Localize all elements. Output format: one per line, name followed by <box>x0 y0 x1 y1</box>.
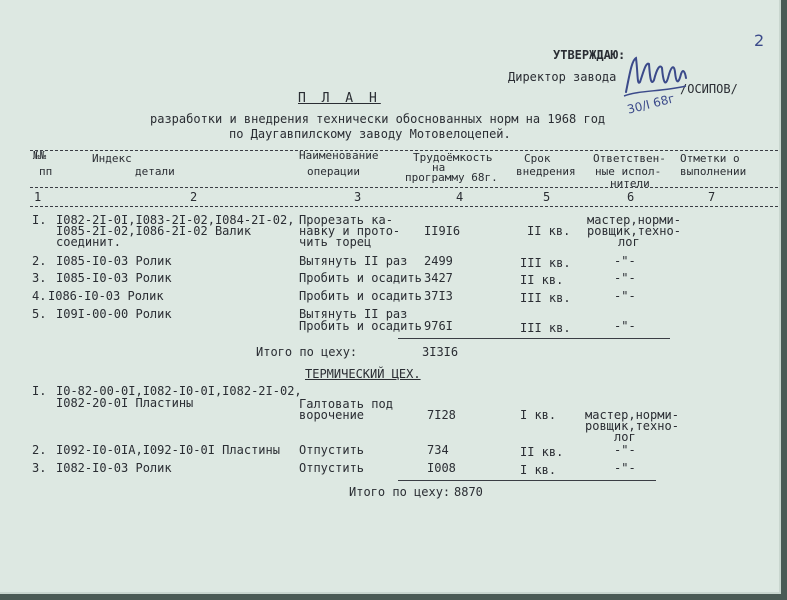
column-number-5: 5 <box>543 190 551 204</box>
director-signature <box>620 52 690 100</box>
approval-name: /ОСИПОВ/ <box>680 82 738 96</box>
column-number-3: 3 <box>354 190 362 204</box>
column-number-6: 6 <box>627 190 635 204</box>
header-bottom-rule <box>30 206 778 207</box>
column-number-2: 2 <box>190 190 198 204</box>
column-number-4: 4 <box>456 190 464 204</box>
plan-title: П Л А Н <box>298 91 381 106</box>
document-page: 2 УТВЕРЖДАЮ: Директор завода /ОСИПОВ/ 30/Ⅰ 68г П Л А Н разработки и внедрения технически обоснованных норм на 1968 год по Даугавпилскому заводу Мотовелоцепей. №№ пп Индекс детали Наименование операции Трудоёмкость на программу 68г. Срок внедрения Ответствен- ные испол- нители Отметки о выполнении 1 2 3 4 5 6 7 I. I082-2I-0I,I083-2I-02,I084-2I-02, I085-2I-02,I086-2I-02 Валик соединит. Прорезать ка- навку и прото- чить торец II9I6 II кв. мастер,норми- ровщик,техно- лог 2. I085-I0-03 Ролик Вытянуть II раз 2499 III кв. -"- 3. I085-I0-03 Ролик Пробить и осадить 3427 II кв. -"- 4. I086-I0-03 Ролик Пробить и осадить 37I3 III кв. -"- 5. I09I-00-00 Ролик Вытянуть II раз Пробить и осадить 976I III кв. -"- Итого по цеху: 3I3I6 ТЕРМИЧЕСКИЙ ЦЕХ. I. I0-82-00-0I,I082-I0-0I,I082-2I-02, I082-20-0I Пластины Галтовать под ворочение 7I28 I кв. мастер,норми- ровщик,техно- лог 2. I092-I0-0IA,I092-I0-0I Пластины Отпустить 734 II кв. -"- 3. I082-I0-03 Ролик Отпустить I008 I кв. -"- Итого по цеху: 8870 <box>0 0 781 594</box>
column-number-7: 7 <box>708 190 716 204</box>
approval-label: УТВЕРЖДАЮ: <box>553 48 626 62</box>
total-rule-2 <box>398 480 656 481</box>
plan-subtitle-2: по Даугавпилскому заводу Мотовелоцепей. <box>229 127 511 141</box>
approval-position: Директор завода <box>508 70 617 84</box>
handwritten-date: 30/Ⅰ 68г <box>625 91 676 117</box>
total-rule-1 <box>398 338 670 339</box>
section2-heading: ТЕРМИЧЕСКИЙ ЦЕХ. <box>305 367 421 381</box>
plan-subtitle-1: разработки и внедрения технически обоснованных норм на 1968 год <box>150 112 606 126</box>
page-number: 2 <box>754 31 765 50</box>
header-top-rule <box>30 150 778 151</box>
column-number-1: 1 <box>34 190 42 204</box>
header-mid-rule <box>30 187 778 188</box>
